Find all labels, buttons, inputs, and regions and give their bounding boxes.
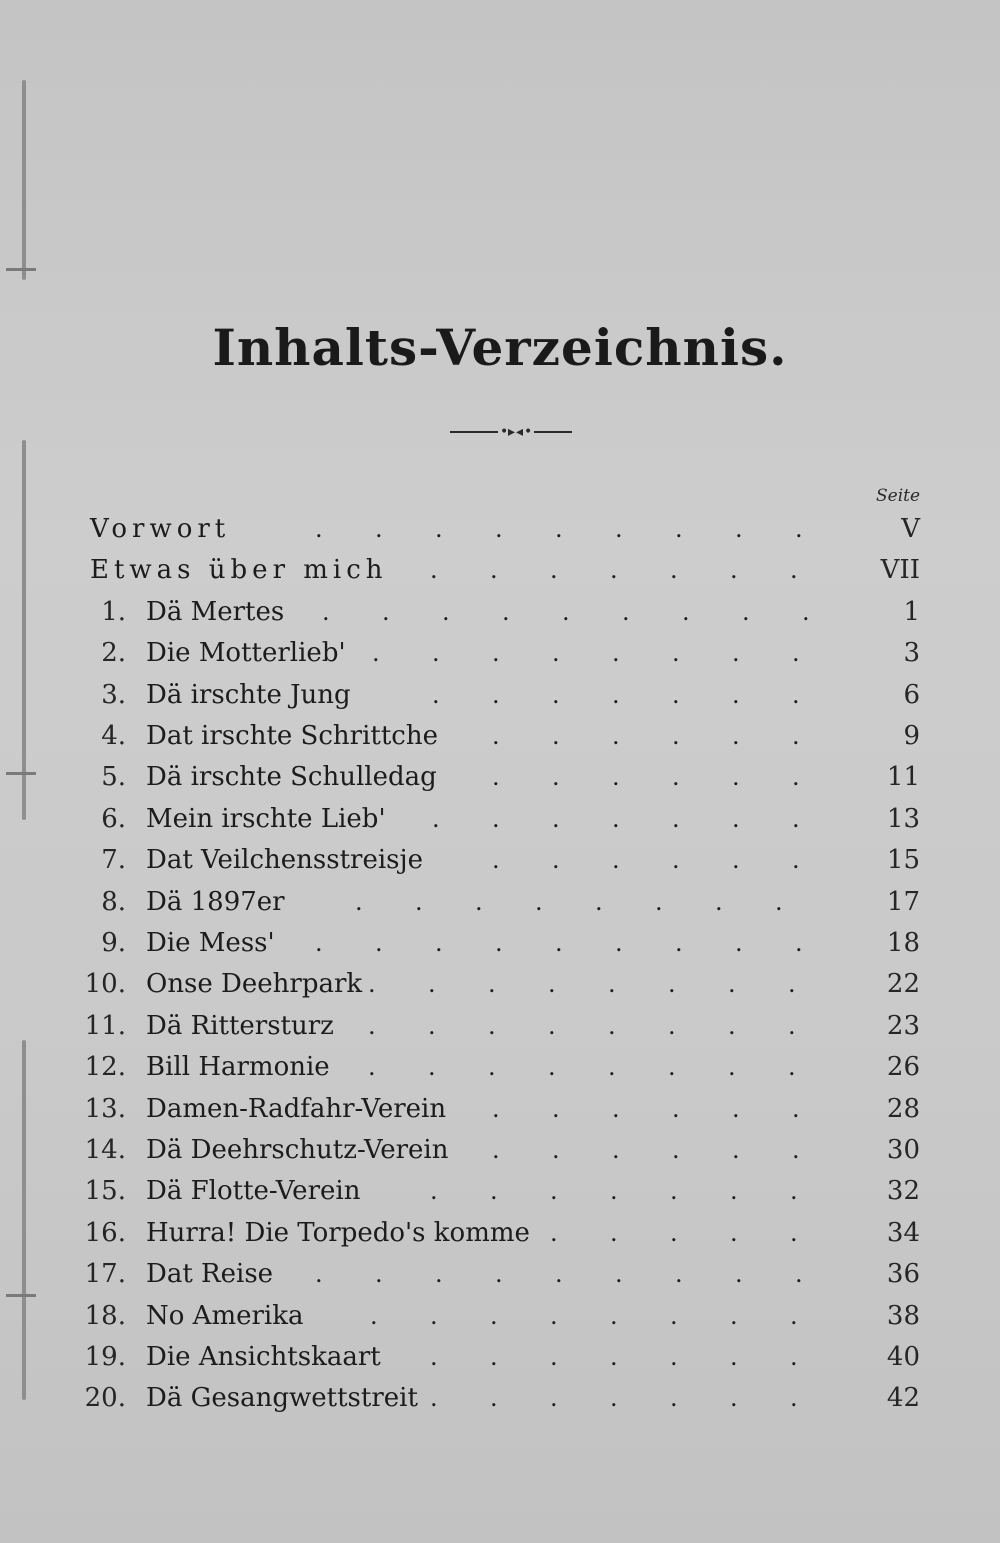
toc-entry — [0, 716, 1000, 757]
toc-entry-number: 1. — [101, 597, 126, 627]
toc-entry-number: 15. — [84, 1176, 126, 1206]
toc-entry-page: 22 — [886, 969, 920, 999]
leader-dots: . . . . . — [550, 1219, 798, 1247]
toc-entry-title: Mein irschte Lieb' — [146, 804, 386, 834]
toc-entry-title: Dat irschte Schrittche — [146, 721, 439, 751]
toc-entry — [0, 757, 1000, 798]
toc-entry-number: 11. — [84, 1011, 126, 1041]
toc-entry-title: Dä irschte Jung — [146, 680, 351, 710]
toc-entry-page: 34 — [886, 1218, 920, 1248]
toc-entry-number: 18. — [84, 1301, 126, 1331]
toc-entry — [0, 799, 1000, 840]
toc-entry-page: 3 — [903, 638, 920, 668]
toc-entry-number: 19. — [84, 1342, 126, 1372]
toc-entry-number: 13. — [84, 1094, 126, 1124]
toc-entry — [0, 840, 1000, 881]
toc-entry-page: 18 — [886, 928, 920, 958]
toc-entry — [0, 1337, 1000, 1378]
toc-entry-page: 6 — [903, 680, 920, 710]
toc-entry-title: Vorwort — [90, 514, 231, 544]
toc-entry-title: Onse Deehrpark — [146, 969, 363, 999]
toc-entry-number: 14. — [84, 1135, 126, 1165]
leader-dots: . . . . . . — [492, 763, 800, 791]
toc-entry — [0, 1171, 1000, 1212]
toc-entry-title: Die Motterlieb' — [146, 638, 346, 668]
toc-entry-page: 13 — [886, 804, 920, 834]
toc-entry-title: Dat Reise — [146, 1259, 274, 1289]
toc-entry-title: No Amerika — [146, 1301, 304, 1331]
toc-entry-title: Dä Flotte-Verein — [146, 1176, 361, 1206]
leader-dots: . . . . . . . . — [355, 888, 783, 916]
toc-entry-title: Dä Deehrschutz-Verein — [146, 1135, 449, 1165]
toc-entry — [0, 923, 1000, 964]
binding-stitch — [22, 80, 26, 280]
toc-entry-page: 42 — [886, 1383, 920, 1413]
toc-entry-title: Dä irschte Schulledag — [146, 762, 437, 792]
toc-entry-number: 12. — [84, 1052, 126, 1082]
leader-dots: . . . . . . . . . — [315, 515, 803, 543]
toc-entry — [0, 1006, 1000, 1047]
toc-entry-number: 4. — [101, 721, 126, 751]
page-title: Inhalts-Verzeichnis. — [212, 318, 788, 377]
leader-dots: . . . . . . . — [432, 805, 800, 833]
toc-entry — [0, 592, 1000, 633]
toc-entry — [0, 1254, 1000, 1295]
leader-dots: . . . . . . . . — [368, 1053, 796, 1081]
toc-entry — [0, 675, 1000, 716]
toc-entry-number: 3. — [101, 680, 126, 710]
toc-entry-page: 32 — [886, 1176, 920, 1206]
toc-entry-number: 7. — [101, 845, 126, 875]
toc-entry-page: 23 — [886, 1011, 920, 1041]
toc-entry-title: Dä Mertes — [146, 597, 285, 627]
leader-dots: . . . . . . . — [430, 556, 798, 584]
toc-entry — [0, 882, 1000, 923]
toc-entry — [0, 1213, 1000, 1254]
toc-entry-page: 9 — [903, 721, 920, 751]
toc-entry — [0, 1130, 1000, 1171]
leader-dots: . . . . . . . — [430, 1384, 798, 1412]
toc-entry-title: Die Ansichtskaart — [146, 1342, 381, 1372]
toc-entry-page: 38 — [886, 1301, 920, 1331]
toc-entry-page: 28 — [886, 1094, 920, 1124]
leader-dots: . . . . . . — [492, 722, 800, 750]
leader-dots: . . . . . . . . — [368, 1012, 796, 1040]
binding-mark — [6, 268, 36, 271]
toc-entry-page: 11 — [886, 762, 920, 792]
leader-dots: . . . . . . — [492, 1095, 800, 1123]
toc-entry-title: Dä 1897er — [146, 887, 285, 917]
toc-entry-page: 17 — [886, 887, 920, 917]
toc-entry-page: VII — [880, 555, 920, 585]
leader-dots: . . . . . . . . . — [315, 929, 803, 957]
toc-entry — [0, 1378, 1000, 1419]
toc-entry-page: V — [901, 514, 920, 544]
toc-entry-number: 16. — [84, 1218, 126, 1248]
toc-entry-title: Dä Rittersturz — [146, 1011, 334, 1041]
toc-entry-number: 10. — [84, 969, 126, 999]
toc-entry — [0, 550, 1000, 591]
toc-entry-number: 2. — [101, 638, 126, 668]
toc-entry-number: 5. — [101, 762, 126, 792]
toc-entry-number: 9. — [101, 928, 126, 958]
toc-entry-page: 15 — [886, 845, 920, 875]
toc-entry-number: 8. — [101, 887, 126, 917]
leader-dots: . . . . . . . . . — [322, 598, 810, 626]
toc-entry — [0, 1089, 1000, 1130]
toc-entry-title: Etwas über mich — [90, 555, 388, 585]
toc-entry-title: Bill Harmonie — [146, 1052, 330, 1082]
toc-entry-page: 1 — [903, 597, 920, 627]
toc-entry-page: 40 — [886, 1342, 920, 1372]
leader-dots: . . . . . . — [492, 1136, 800, 1164]
toc-entry-title: Dat Veilchensstreisje — [146, 845, 423, 875]
toc-entry — [0, 964, 1000, 1005]
title-ornament: • ▸ ◂ • — [450, 420, 572, 444]
leader-dots: . . . . . . — [492, 846, 800, 874]
toc-entry-page: 30 — [886, 1135, 920, 1165]
toc-entry-title: Hurra! Die Torpedo's komme — [146, 1218, 530, 1248]
leader-dots: . . . . . . . . . — [315, 1260, 803, 1288]
toc-entry — [0, 509, 1000, 550]
toc-entry-number: 20. — [84, 1383, 126, 1413]
toc-entry-title: Dä Gesangwettstreit — [146, 1383, 418, 1413]
leader-dots: . . . . . . . . — [370, 1302, 798, 1330]
leader-dots: . . . . . . . — [430, 1177, 798, 1205]
toc-entry — [0, 1296, 1000, 1337]
toc-entry-title: Die Mess' — [146, 928, 275, 958]
toc-entry-page: 36 — [886, 1259, 920, 1289]
toc-entry — [0, 633, 1000, 674]
leader-dots: . . . . . . . — [432, 681, 800, 709]
toc-entry-number: 6. — [101, 804, 126, 834]
toc-entry-number: 17. — [84, 1259, 126, 1289]
leader-dots: . . . . . . . . — [368, 970, 796, 998]
leader-dots: . . . . . . . . — [372, 639, 800, 667]
leader-dots: . . . . . . . — [430, 1343, 798, 1371]
toc-entry-page: 26 — [886, 1052, 920, 1082]
toc-entry — [0, 1047, 1000, 1088]
toc-entry-title: Damen-Radfahr-Verein — [146, 1094, 447, 1124]
page-column-header: Seite — [876, 486, 921, 506]
